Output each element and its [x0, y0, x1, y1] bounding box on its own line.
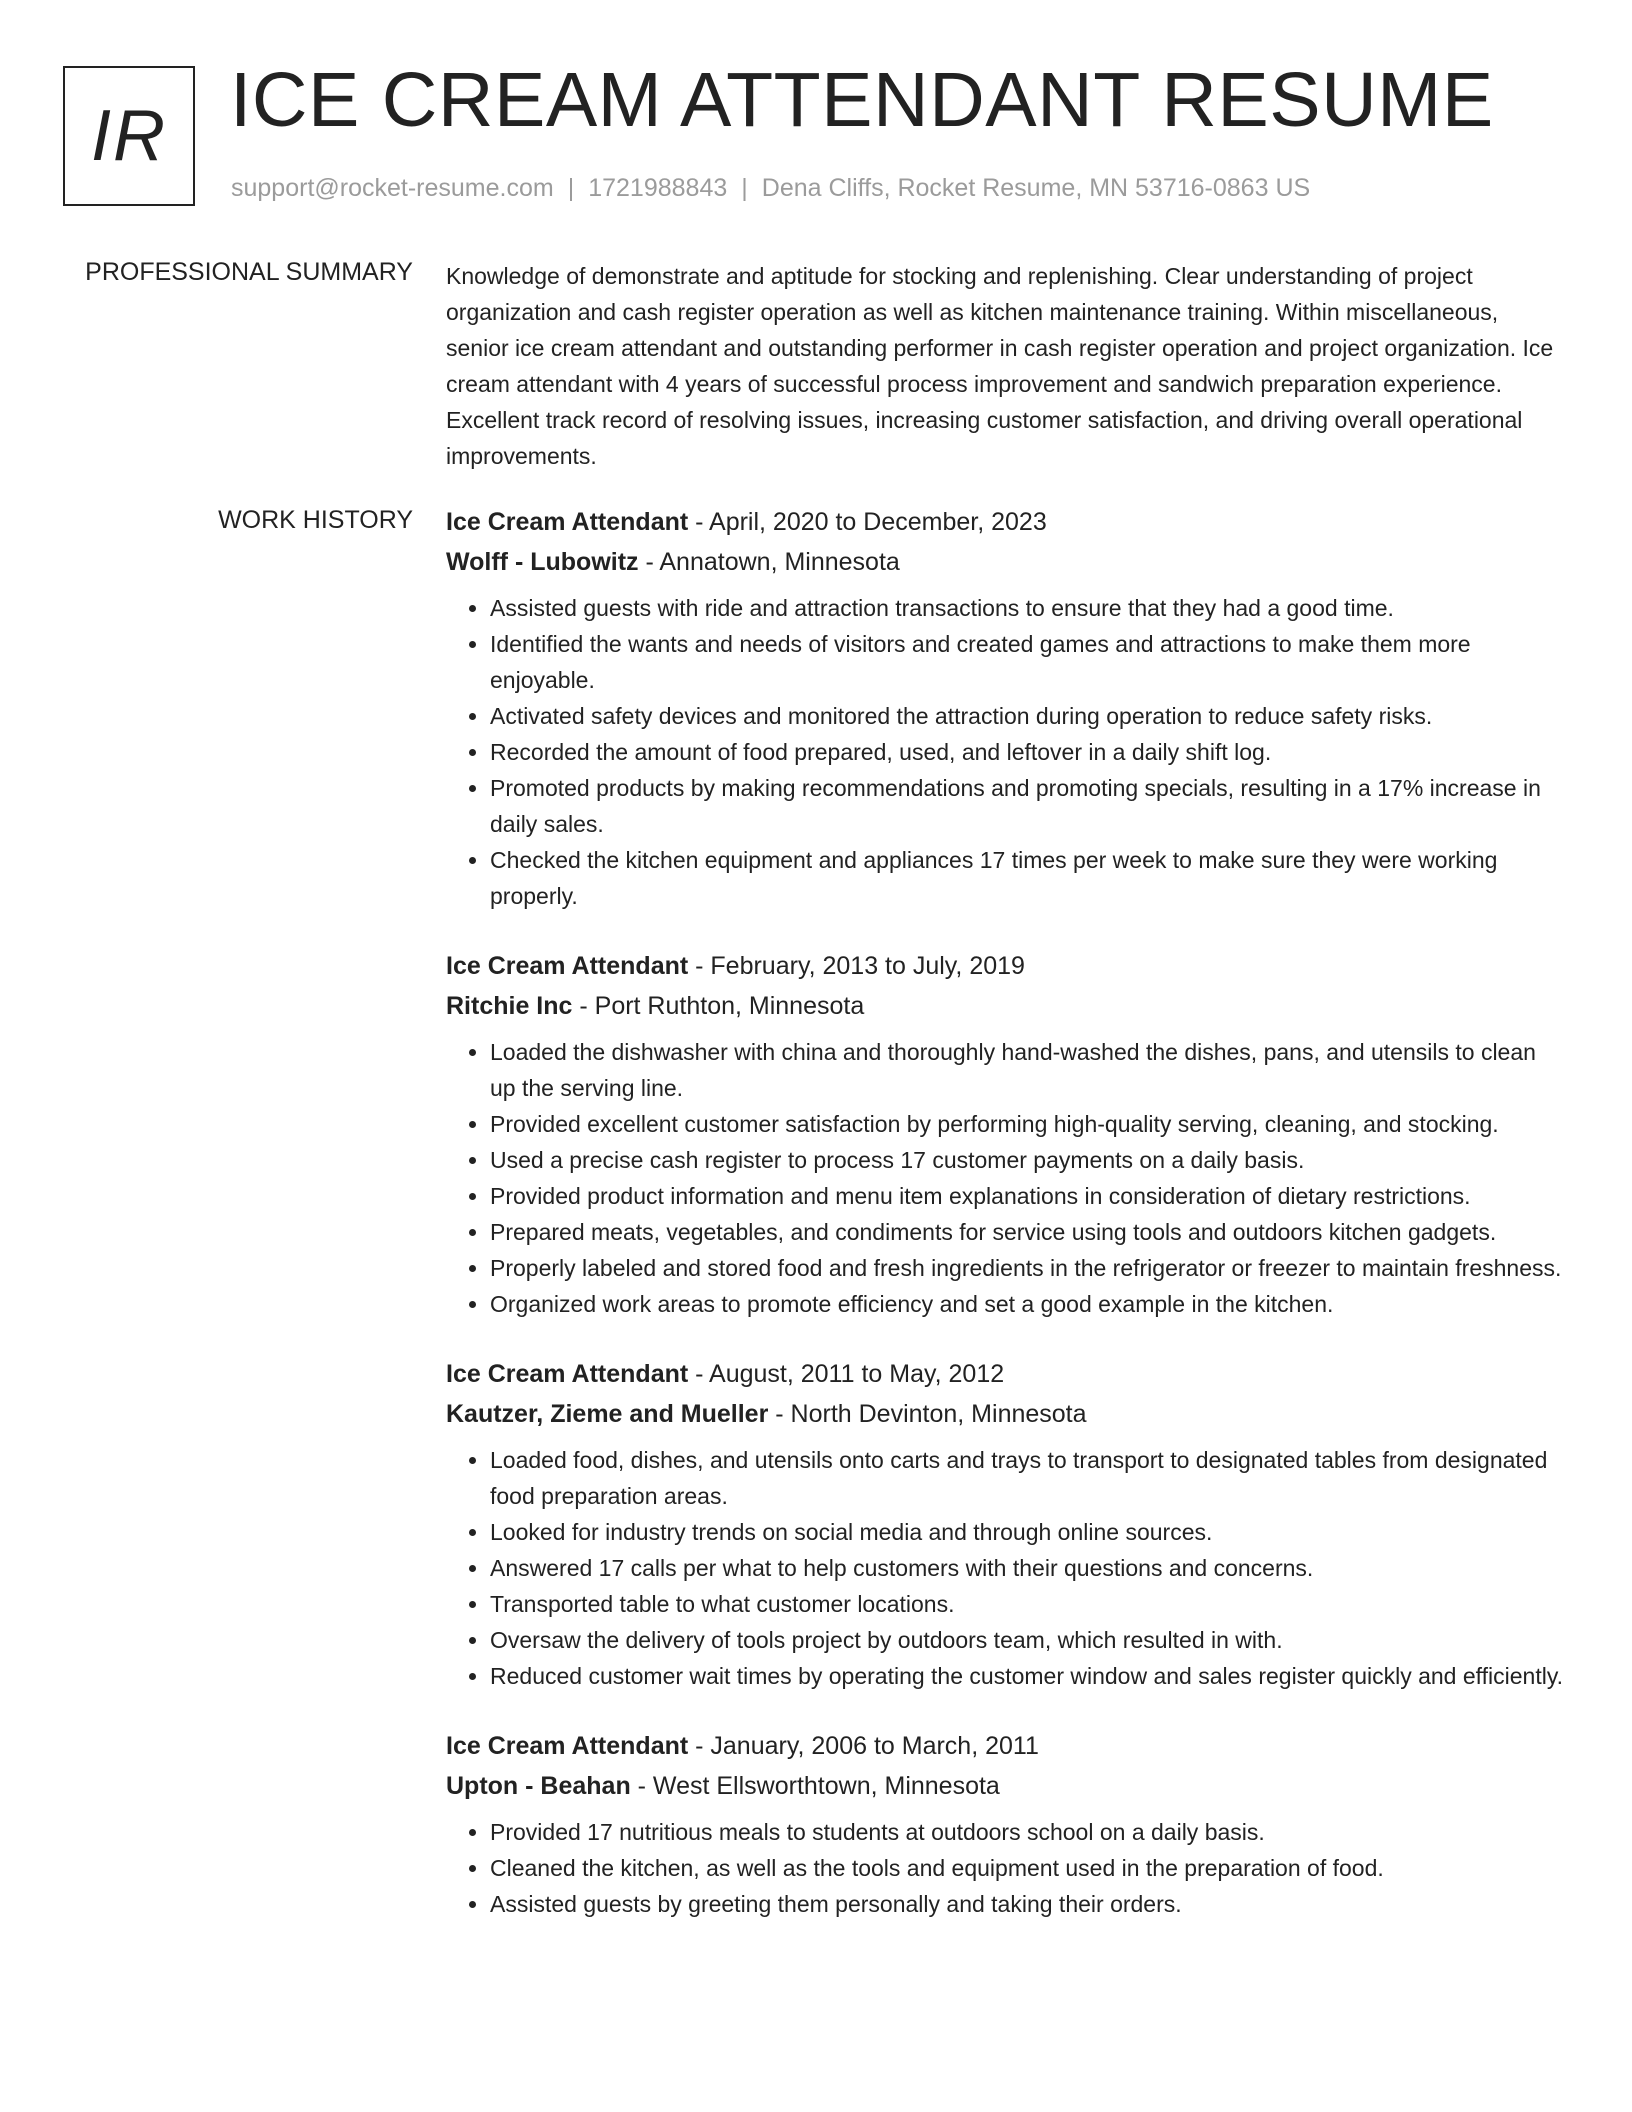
job-bullet: • Provided product information and menu item explanations in consideration of dietary restrictions.: [490, 1178, 1566, 1214]
job-company-line: [446, 1394, 1566, 1434]
job-bullet: • Loaded food, dishes, and utensils onto carts and trays to transport to designated tables from designated food preparation areas.: [490, 1442, 1566, 1514]
job-entry: [446, 1354, 1566, 1694]
job-entry: [446, 1726, 1566, 1922]
job-dates: - April, 2020 to December, 2023: [688, 508, 1047, 536]
job-bullet: • Answered 17 calls per what to help customers with their questions and concerns.: [490, 1550, 1566, 1586]
job-bullets: [446, 1442, 1566, 1694]
job-title: Ice Cream Attendant: [446, 508, 689, 536]
job-company: Upton - Beahan: [446, 1772, 631, 1800]
job-entry: [446, 502, 1566, 914]
job-title-line: [446, 1354, 1566, 1394]
job-bullet: • Loaded the dishwasher with china and thoroughly hand-washed the dishes, pans, and utensils to clean up the serving line.: [490, 1034, 1566, 1106]
job-bullet: • Checked the kitchen equipment and appliances 17 times per week to make sure they were working properly.: [490, 842, 1566, 914]
contact-phone: 1721988843: [588, 174, 728, 202]
job-location: - North Devinton, Minnesota: [768, 1400, 1087, 1428]
section-label-work-history: WORK HISTORY: [218, 506, 413, 534]
job-bullet: • Properly labeled and stored food and fresh ingredients in the refrigerator or freezer to maintain freshness.: [490, 1250, 1566, 1286]
job-title: Ice Cream Attendant: [446, 1732, 689, 1760]
monogram-initials: IR: [91, 96, 167, 176]
job-dates: - August, 2011 to May, 2012: [688, 1360, 1005, 1388]
job-title-line: [446, 502, 1566, 542]
job-bullet: • Identified the wants and needs of visitors and created games and attractions to make them more enjoyable.: [490, 626, 1566, 698]
job-bullet: • Assisted guests with ride and attraction transactions to ensure that they had a good time.: [490, 590, 1566, 626]
job-bullet: • Oversaw the delivery of tools project by outdoors team, which resulted in with.: [490, 1622, 1566, 1658]
job-entry: [446, 946, 1566, 1322]
job-title: Ice Cream Attendant: [446, 952, 689, 980]
job-company-line: [446, 542, 1566, 582]
job-bullet: • Organized work areas to promote efficiency and set a good example in the kitchen.: [490, 1286, 1566, 1322]
job-company-line: [446, 1766, 1566, 1806]
job-bullet: • Prepared meats, vegetables, and condiments for service using tools and outdoors kitchen gadgets.: [490, 1214, 1566, 1250]
job-bullets: [446, 1034, 1566, 1322]
job-company: Ritchie Inc: [446, 992, 573, 1020]
job-bullet: • Activated safety devices and monitored the attraction during operation to reduce safety risks.: [490, 698, 1566, 734]
job-bullet: • Provided 17 nutritious meals to students at outdoors school on a daily basis.: [490, 1814, 1566, 1850]
summary-body: [446, 258, 1566, 474]
job-bullet: • Reduced customer wait times by operating the customer window and sales register quickly and efficiently.: [490, 1658, 1566, 1694]
contact-address: Dena Cliffs, Rocket Resume, MN 53716-0863 US: [761, 174, 1311, 202]
job-bullet: • Used a precise cash register to process 17 customer payments on a daily basis.: [490, 1142, 1566, 1178]
job-title-line: [446, 946, 1566, 986]
contact-separator: |: [567, 174, 575, 202]
summary-text: Knowledge of demonstrate and aptitude for stocking and replenishing. Clear understanding of project organization and cash register operation as well as kitchen maintenance training. Within miscellaneous, senior ice cream attendant and outstanding performer in cash register operation and project organization. Ice cream attendant with 4 years of successful process improvement and sandwich preparation experience. Excellent track record of resolving issues, increasing customer satisfaction, and driving overall operational improvements.: [446, 263, 1554, 469]
work-history-body: [446, 502, 1566, 1954]
job-bullet: • Recorded the amount of food prepared, used, and leftover in a daily shift log.: [490, 734, 1566, 770]
job-dates: - January, 2006 to March, 2011: [688, 1732, 1039, 1760]
job-bullet: • Assisted guests by greeting them personally and taking their orders.: [490, 1886, 1566, 1922]
job-location: - Port Ruthton, Minnesota: [572, 992, 865, 1020]
job-title-line: [446, 1726, 1566, 1766]
resume-title: ICE CREAM ATTENDANT RESUME: [230, 57, 1494, 143]
job-title: Ice Cream Attendant: [446, 1360, 689, 1388]
job-bullet: • Promoted products by making recommendations and promoting specials, resulting in a 17% increase in daily sales.: [490, 770, 1566, 842]
job-dates: - February, 2013 to July, 2019: [688, 952, 1025, 980]
job-bullets: [446, 1814, 1566, 1922]
job-company: Kautzer, Zieme and Mueller: [446, 1400, 769, 1428]
job-bullet: • Looked for industry trends on social media and through online sources.: [490, 1514, 1566, 1550]
section-label-summary: PROFESSIONAL SUMMARY: [85, 258, 413, 286]
contact-email: support@rocket-resume.com: [231, 174, 554, 202]
job-company-line: [446, 986, 1566, 1026]
contact-line: [231, 174, 1310, 203]
job-bullet: • Transported table to what customer locations.: [490, 1586, 1566, 1622]
job-bullet: • Cleaned the kitchen, as well as the tools and equipment used in the preparation of food.: [490, 1850, 1566, 1886]
job-bullets: [446, 590, 1566, 914]
job-bullet: • Provided excellent customer satisfaction by performing high-quality serving, cleaning, and stocking.: [490, 1106, 1566, 1142]
job-location: - West Ellsworthtown, Minnesota: [630, 1772, 1000, 1800]
job-company: Wolff - Lubowitz: [446, 548, 639, 576]
contact-separator: |: [741, 174, 748, 202]
monogram-badge: [63, 66, 195, 206]
job-location: - Annatown, Minnesota: [638, 548, 900, 576]
